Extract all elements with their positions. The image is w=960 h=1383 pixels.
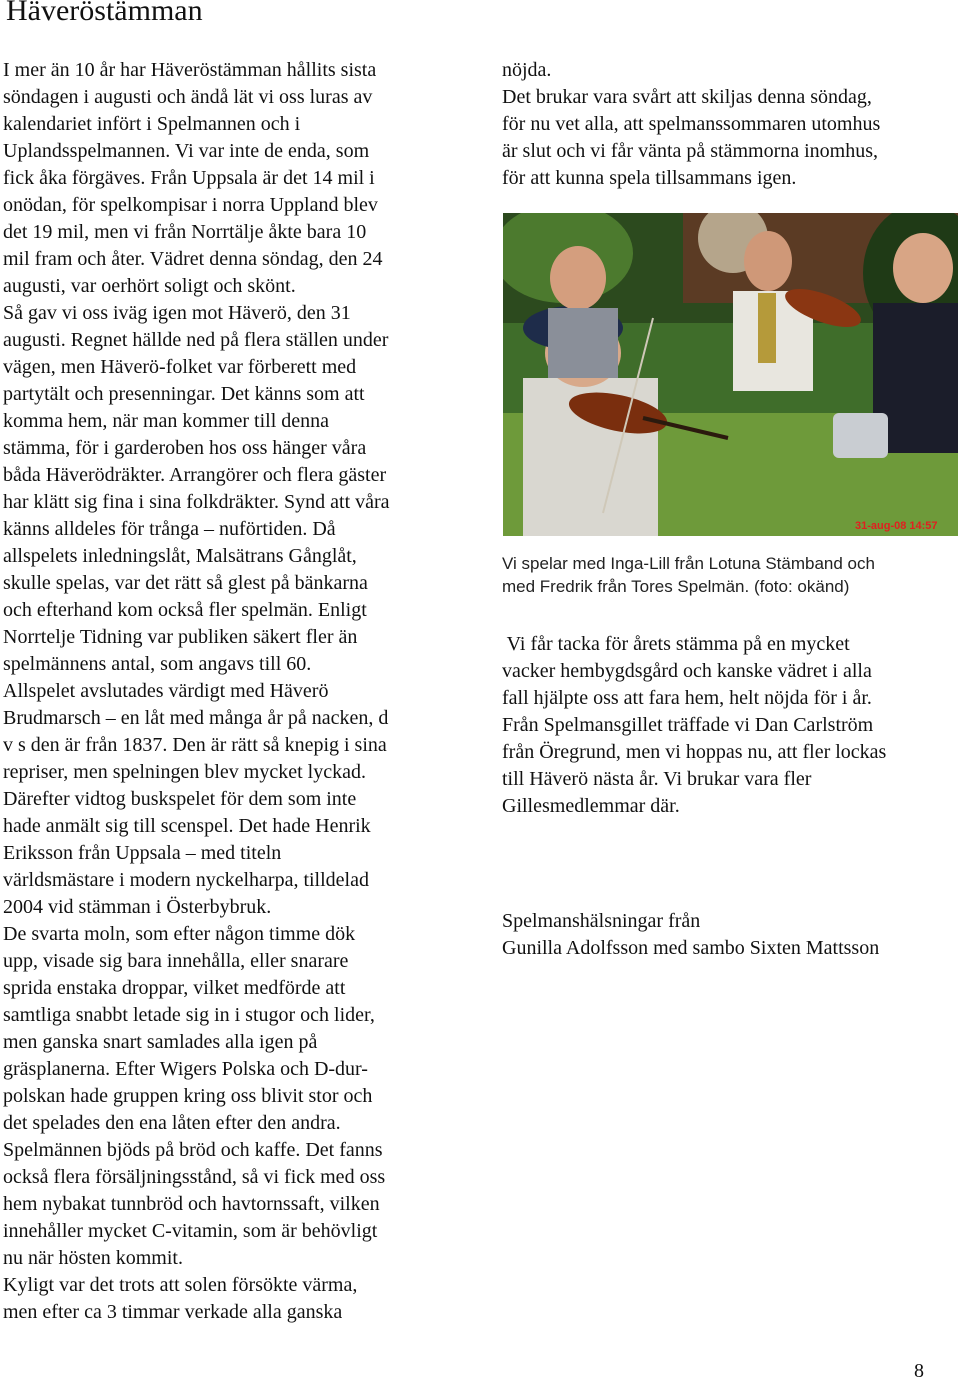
text-line: har klätt sig fina i sina folkdräkter. Synd att våra — [3, 491, 390, 513]
page-title: Häveröstämman — [6, 0, 203, 27]
text-line: Så gav vi oss iväg igen mot Häverö, den 31 — [3, 302, 351, 324]
text-line: samtliga snabbt letade sig in i stugor och lider, — [3, 1004, 375, 1026]
text-line: men ganska snart samlades alla igen på — [3, 1031, 318, 1053]
text-line: söndagen i augusti och ändå lät vi oss luras av — [3, 86, 373, 108]
text-line: De svarta moln, som efter någon timme dök — [3, 923, 356, 945]
text-line: onödan, för spelkompisar i norra Uppland blev — [3, 194, 378, 216]
text-line: men efter ca 3 timmar verkade alla ganska — [3, 1301, 343, 1323]
text-line: skulle spelas, var det rätt så glest på bänkarna — [3, 572, 368, 594]
text-line: komma hem, när man kommer till denna — [3, 410, 330, 432]
text-line: vacker hembygdsgård och kanske vädret i alla — [502, 660, 872, 682]
text-line: det 19 mil, men vi från Norrtälje åkte bara 10 — [3, 221, 367, 243]
text-line: fick åka förgäves. Från Uppsala är det 14 mil i — [3, 167, 375, 189]
text-line: upp, visade sig bara innehålla, eller snarare — [3, 950, 349, 972]
text-line: 2004 vid stämman i Österbybruk. — [3, 896, 272, 918]
text-line: hade anmält sig till scenspel. Det hade Henrik — [3, 815, 371, 837]
text-line: Spelmännen bjöds på bröd och kaffe. Det fanns — [3, 1139, 383, 1161]
text-line: Vi får tacka för årets stämma på en mycket — [502, 633, 850, 655]
text-line: Kyligt var det trots att solen försökte värma, — [3, 1274, 358, 1296]
text-line: Brudmarsch – en låt med många år på nacken, d — [3, 707, 389, 729]
text-line: båda Häverödräkter. Arrangörer och flera gäster — [3, 464, 387, 486]
text-line: vägen, men Häverö-folket var förberett med — [3, 356, 357, 378]
text-line: mil fram och åter. Vädret denna söndag, den 24 — [3, 248, 383, 270]
text-line: Från Spelmansgillet träffade vi Dan Carlström — [502, 714, 874, 736]
text-line: för att kunna spela tillsammans igen. — [502, 167, 797, 189]
text-line: känns alldeles för trånga – nuförtiden. Då — [3, 518, 336, 540]
text-line: världsmästare i modern nyckelharpa, tilldelad — [3, 869, 369, 891]
right-column-top-text — [502, 57, 957, 192]
text-line: Därefter vidtog buskspelet för dem som inte — [3, 788, 357, 810]
photo-caption — [502, 552, 952, 598]
text-line: fall hjälpte oss att fara hem, helt nöjda för i år. — [502, 687, 872, 709]
text-line: Gunilla Adolfsson med sambo Sixten Mattsson — [502, 937, 880, 959]
text-line: I mer än 10 år har Häveröstämman hållits sista — [3, 59, 377, 81]
photo-date-stamp: 31-aug-08 14:57 — [855, 520, 938, 532]
text-line: allspelets inledningslåt, Malsätrans Gånglåt, — [3, 545, 357, 567]
text-line: är slut och vi får vänta på stämmorna inomhus, — [502, 140, 879, 162]
left-column-text — [3, 57, 471, 1326]
text-line: och efterhand kom också fler spelmän. Enligt — [3, 599, 367, 621]
text-line: spelmännens antal, som angavs till 60. — [3, 653, 312, 675]
text-line: augusti, var oerhört soligt och skönt. — [3, 275, 296, 297]
text-line: v s den är från 1837. Den är rätt så knepig i sina — [3, 734, 387, 756]
text-line: Det brukar vara svårt att skiljas denna söndag, — [502, 86, 872, 108]
text-line: till Häverö nästa år. Vi brukar vara fler — [502, 768, 812, 790]
text-line: Spelmanshälsningar från — [502, 910, 701, 932]
text-line: stämma, för i garderoben hos oss hänger våra — [3, 437, 367, 459]
greeting-signature — [502, 908, 957, 962]
text-line: Gillesmedlemmar där. — [502, 795, 680, 817]
text-line: hem nybakat tunnbröd och havtornssaft, vilken — [3, 1193, 380, 1215]
right-column-mid-text — [502, 631, 957, 820]
text-line: nu när hösten kommit. — [3, 1247, 183, 1269]
text-line: Allspelet avslutades värdigt med Häverö — [3, 680, 329, 702]
text-line: från Öregrund, men vi hoppas nu, att fler lockas — [502, 741, 887, 763]
text-line: partytält och presenningar. Det känns som att — [3, 383, 365, 405]
text-line: gräsplanerna. Efter Wigers Polska och D-dur- — [3, 1058, 368, 1080]
page-number: 8 — [914, 1360, 924, 1382]
text-line: också flera försäljningsstånd, så vi fick med oss — [3, 1166, 386, 1188]
caption-line: Vi spelar med Inga-Lill från Lotuna Stämband och — [502, 554, 875, 573]
text-line: nöjda. — [502, 59, 552, 81]
text-line: sprida enstaka droppar, vilket medförde att — [3, 977, 346, 999]
text-line: kalendariet infört i Spelmannen och i — [3, 113, 301, 135]
text-line: augusti. Regnet hällde ned på flera ställen under — [3, 329, 389, 351]
caption-line: med Fredrik från Tores Spelmän. (foto: okänd) — [502, 577, 850, 596]
fiddlers-photo — [503, 213, 958, 536]
text-line: Uplandsspelmannen. Vi var inte de enda, som — [3, 140, 370, 162]
text-line: Eriksson från Uppsala – med titeln — [3, 842, 282, 864]
text-line: det spelades den ena låten efter den andra. — [3, 1112, 341, 1134]
text-line: för nu vet alla, att spelmanssommaren utomhus — [502, 113, 881, 135]
text-line: repriser, men spelningen blev mycket lyckad. — [3, 761, 366, 783]
text-line: polskan hade gruppen kring oss blivit stor och — [3, 1085, 373, 1107]
text-line: innehåller mycket C-vitamin, som är behövligt — [3, 1220, 378, 1242]
text-line: Norrtelje Tidning var publiken säkert fler än — [3, 626, 358, 648]
